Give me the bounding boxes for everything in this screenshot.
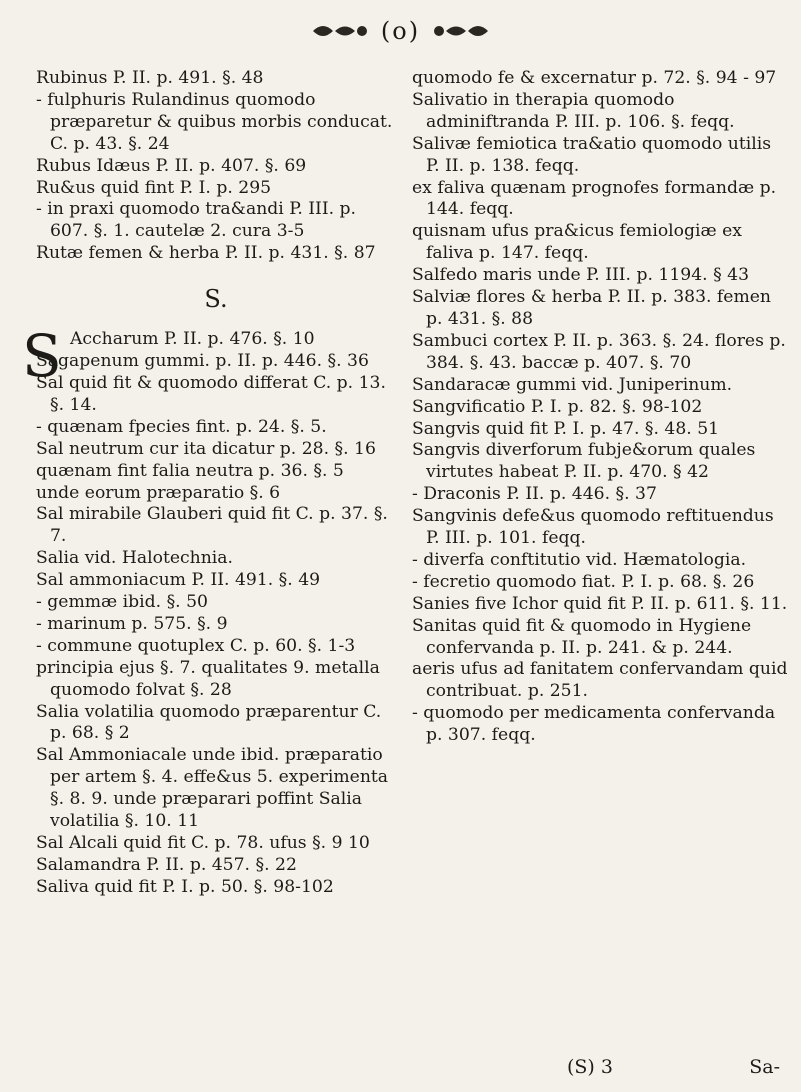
index-entry: - commune quotuplex C. p. 60. §. 1-3: [36, 635, 356, 656]
page-header: [0, 6, 801, 56]
index-entry: Sal mirabile Glauberi quid fit C. p. 37. §. 7.: [36, 504, 388, 547]
index-entry: Sambuci cortex P. II. p. 363. §. 24. flores p. 384. §. 43. baccæ p. 407. §. 70: [412, 330, 786, 373]
index-entry: aeris ufus ad fanitatem confervandam quid contribuat. p. 251.: [412, 659, 788, 702]
index-entry: Sal ammoniacum P. II. 491. §. 49: [36, 570, 321, 591]
index-entry: Salviæ flores & herba P. II. p. 383. femen p. 431. §. 88: [412, 287, 772, 329]
right-column: [412, 68, 790, 747]
index-entry: - fecretio quomodo fiat. P. I. p. 68. §. 26: [412, 571, 755, 592]
index-entry: Sangvis quid fit P. I. p. 47. §. 48. 51: [412, 418, 720, 439]
index-entry: Salamandra P. II. p. 457. §. 22: [36, 854, 297, 875]
signature-mark: (S) 3: [567, 1056, 613, 1078]
index-entry: unde eorum præparatio §. 6: [36, 482, 281, 503]
catchword: Sa-: [749, 1056, 780, 1078]
index-entry: Sangvificatio P. I. p. 82. §. 98-102: [412, 396, 703, 417]
index-entry: - fulphuris Rulandinus quomodo præparetur & quibus morbis conducat. C. p. 43. §. 24: [36, 89, 393, 154]
index-entry: - quomodo per medicamenta confervanda p. 307. feqq.: [412, 703, 776, 746]
page-folio: (o): [380, 17, 421, 45]
index-entry: quisnam ufus pra&icus femiologiæ ex faliva p. 147. feqq.: [412, 221, 742, 264]
ornament-right-icon: [432, 20, 490, 42]
index-entry: Rubinus P. II. p. 491. §. 48: [36, 68, 264, 88]
index-entry: - quænam fpecies fint. p. 24. §. 5.: [36, 416, 327, 437]
index-entry: Sandaracæ gummi vid. Juniperinum.: [412, 374, 733, 395]
index-entry: Ru&us quid fint P. I. p. 295: [36, 177, 272, 198]
index-entry: quomodo fe & excernatur p. 72. §. 94 - 97: [412, 68, 777, 88]
index-entry: Salia vid. Halotechnia.: [36, 548, 233, 569]
index-entry: quænam fint falia neutra p. 36. §. 5: [36, 460, 344, 481]
index-entry: - Draconis P. II. p. 446. §. 37: [412, 484, 657, 505]
index-entry: Rutæ femen & herba P. II. p. 431. §. 87: [36, 243, 376, 264]
index-entry: Sagapenum gummi. p. II. p. 446. §. 36: [36, 351, 369, 372]
index-entry: - marinum p. 575. §. 9: [36, 613, 228, 634]
index-entry: Salivæ femiotica tra&atio quomodo utilis P. II. p. 138. feqq.: [412, 133, 772, 176]
index-entry: - in praxi quomodo tra&andi P. III. p. 607. §. 1. cautelæ 2. cura 3-5: [36, 199, 357, 242]
ornament-left-icon: [311, 20, 369, 42]
page-footer: [412, 1056, 790, 1086]
index-entry: Sangvinis defe&us quomodo reftituendus P. III. p. 101. feqq.: [412, 506, 774, 549]
index-entry: Sal Alcali quid fit C. p. 78. ufus §. 9 10: [36, 833, 370, 853]
index-entry: Sanitas quid fit & quomodo in Hygiene confervanda p. II. p. 241. & p. 244.: [412, 615, 752, 658]
index-entry: principia ejus §. 7. qualitates 9. metalla quomodo folvat §. 28: [36, 657, 380, 700]
index-entry: Salfedo maris unde P. III. p. 1194. § 43: [412, 265, 750, 286]
index-entry: Sal quid fit & quomodo differat C. p. 13. §. 14.: [36, 372, 386, 415]
section-letter: S.: [204, 285, 228, 314]
index-entry: Sal neutrum cur ita dicatur p. 28. §. 16: [36, 438, 376, 459]
index-entry: Salivatio in therapia quomodo adminiftranda P. III. p. 106. §. feqq.: [412, 89, 735, 132]
index-entry: Sangvis diverforum fubje&orum quales virtutes habeat P. II. p. 470. § 42: [412, 440, 756, 483]
index-entry: - gemmæ ibid. §. 50: [36, 592, 208, 613]
dropcap-entry-text: Accharum P. II. p. 476. §. 10: [70, 329, 315, 350]
index-entry: Sanies five Ichor quid fit P. II. p. 611. §. 11.: [412, 593, 788, 614]
index-entry: - diverfa conftitutio vid. Hæmatologia.: [412, 549, 747, 570]
index-entry: Sal Ammoniacale unde ibid. præparatio per artem §. 4. effe&us 5. experimenta §. 8. 9. unde præparari poffint Salia volatilia §. 10. 11: [36, 745, 389, 832]
index-entry: Salia volatilia quomodo præparentur C. p. 68. § 2: [36, 701, 382, 744]
index-entry: Saliva quid fit P. I. p. 50. §. 98-102: [36, 876, 334, 897]
left-column: [22, 68, 396, 899]
dropcap-letter: S: [22, 322, 62, 391]
index-entry: Rubus Idæus P. II. p. 407. §. 69: [36, 155, 307, 176]
index-entry: ex faliva quænam prognofes formandæ p. 144. feqq.: [412, 177, 777, 220]
